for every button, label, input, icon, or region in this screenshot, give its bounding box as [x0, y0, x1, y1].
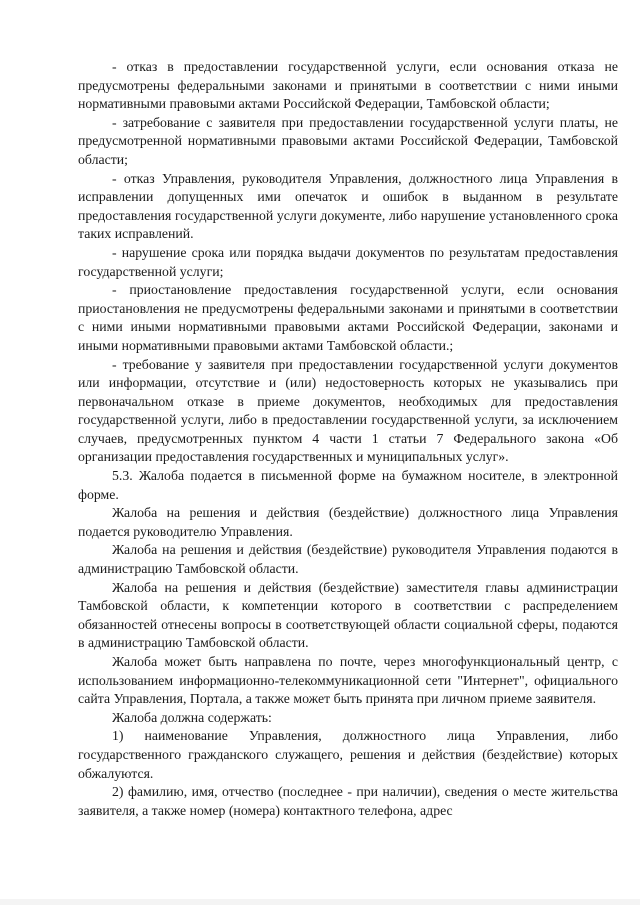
document-body: [78, 58, 618, 820]
paragraph-complaint-contents: Жалоба должна содержать:: [112, 709, 272, 725]
paragraph-complaint-channels: Жалоба может быть направлена по почте, через многофункциональный центр, с использованием информационно-телекоммуникационной сети "Интернет", официального сайта Управления, Портала, а также может быть принята при личном приеме заявителя.: [78, 654, 618, 707]
paragraph-complaint-head: Жалоба на решения и действия (бездействие) руководителя Управления подаются в администрацию Тамбовской области.: [78, 542, 618, 577]
paragraph-suspension: - приостановление предоставления государственной услуги, если основания приостановления не предусмотрены федеральными законами и принятыми в соответствии с ними иными нормативными правовыми актами Российской Федерации, законами и иными нормативными правовыми актами Тамбовской области.;: [78, 282, 618, 353]
paragraph-refusal-correction: - отказ Управления, руководителя Управления, должностного лица Управления в исправлении допущенных ими опечаток и ошибок в выданном в результате предоставления государственной услуги документе, либо нарушение установленного срока таких исправлений.: [78, 170, 618, 242]
paragraph-deadline-violation: - нарушение срока или порядка выдачи документов по результатам предоставления государственной услуги;: [78, 244, 618, 279]
scan-bottom-edge: [0, 899, 640, 905]
paragraph-payment-demand: - затребование с заявителя при предоставлении государственной услуги платы, не предусмотренной нормативными правовыми актами Российской Федерации, Тамбовской области;: [78, 114, 618, 167]
paragraph-complaint-official: Жалоба на решения и действия (бездействие) должностного лица Управления подается руководителю Управления.: [78, 505, 618, 539]
paragraph-document-demand: - требование у заявителя при предоставлении государственной услуги документов или информации, отсутствие и (или) недостоверность которых не указывались при первоначальном отказе в приеме документов, необходимых для предоставления государственной услуги, либо в предоставлении государственной услуги, за исключением случаев, предусмотренных пунктом 4 части 1 статьи 7 Федерального закона «Об организации предоставления государственных и муниципальных услуг».: [78, 356, 618, 465]
paragraph-item-2: 2) фамилию, имя, отчество (последнее - при наличии), сведения о месте жительства заявителя, а также номер (номера) контактного телефона, адрес: [78, 784, 618, 818]
paragraph-section-5-3: 5.3. Жалоба подается в письменной форме на бумажном носителе, в электронной форме.: [78, 468, 618, 502]
paragraph-complaint-deputy: Жалоба на решения и действия (бездействие) заместителя главы администрации Тамбовской области, к компетенции которого в соответствии с распределением обязанностей отнесены вопросы в соответствующей области социальной сферы, подаются в администрацию Тамбовской области.: [78, 579, 618, 651]
paragraph-refusal-service: - отказ в предоставлении государственной услуги, если основания отказа не предусмотрены федеральными законами и принятыми в соответствии с ними иными нормативными правовыми актами Российской Федерации, Тамбовской области;: [78, 59, 618, 112]
paragraph-item-1: 1) наименование Управления, должностного лица Управления, либо государственного гражданского служащего, решения и действия (бездействие) которых обжалуются.: [78, 728, 618, 781]
